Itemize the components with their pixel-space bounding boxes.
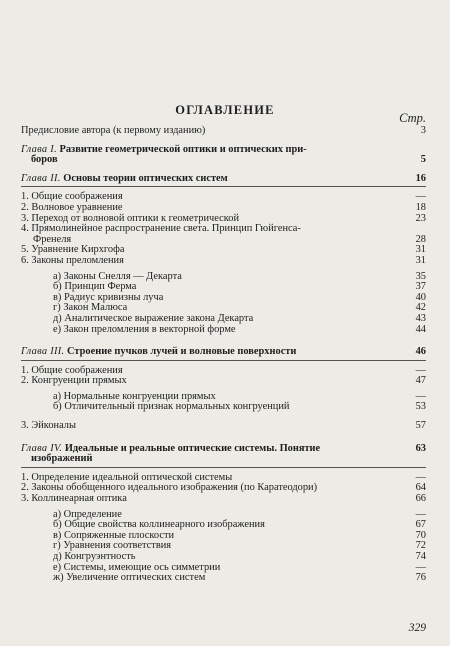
toc-entry-text: 1. Общие соображения <box>21 191 123 203</box>
toc-entry-page: 72 <box>415 540 426 552</box>
toc-entry-page: 31 <box>415 244 426 256</box>
toc-entry-page: 70 <box>415 529 426 541</box>
toc-section <box>21 421 426 432</box>
toc-entry-page: 63 <box>415 442 426 454</box>
toc-section <box>21 376 426 387</box>
toc-entry-page: 64 <box>415 482 426 494</box>
toc-entry-text: 2. Конгруенции прямых <box>21 375 127 387</box>
toc-entry-preface <box>21 126 426 137</box>
chapter-label: Глава I. <box>21 143 57 155</box>
toc-entry-page: — <box>415 191 426 203</box>
toc-entry-text: 2. Волновое уравнение <box>21 201 123 213</box>
toc-entry-page: 5 <box>420 154 426 166</box>
toc-entry-text: д) Аналитическое выражение закона Декарта <box>53 312 254 324</box>
toc-entry-text: а) Нормальные конгруенции прямых <box>53 390 216 402</box>
toc-entry-page: 66 <box>415 493 426 505</box>
toc-entry-page: 18 <box>415 201 426 213</box>
toc-entry-page: — <box>415 364 426 376</box>
section-divider <box>21 467 426 468</box>
toc-chapter-1 <box>21 145 426 166</box>
toc-entry-text: д) Конгруэнтность <box>53 551 136 562</box>
table-of-contents <box>21 126 426 584</box>
toc-entry-page: — <box>415 471 426 483</box>
page-number: 329 <box>408 622 426 634</box>
page-column-header: Стр. <box>399 111 426 125</box>
toc-entry-text: 3. Переход от волновой оптики к геометрической <box>21 212 240 224</box>
chapter-title-continued: изображений <box>31 453 93 465</box>
toc-entry-page: 67 <box>415 519 426 531</box>
chapter-title: Идеальные и реальные оптические системы. Понятие <box>64 442 321 454</box>
toc-chapter-3 <box>21 347 426 358</box>
toc-entry-page: — <box>415 508 426 520</box>
toc-entry-text: г) Закон Малюса <box>53 302 128 314</box>
toc-entry-text: а) Определение <box>53 508 122 520</box>
toc-entry-page: 16 <box>415 172 426 184</box>
toc-entry-text: 4. Прямолинейное распространение света. Принцип Гюйгенса- <box>21 223 301 235</box>
toc-entry-page: 44 <box>415 323 426 335</box>
toc-entry-page: 47 <box>415 375 426 387</box>
toc-entry-text: 6. Законы преломления <box>21 254 124 266</box>
toc-entry-text: 1. Общие соображения <box>21 364 123 376</box>
toc-entry-page: 57 <box>415 420 426 432</box>
toc-entry-page: — <box>415 390 426 402</box>
toc-entry-text: 5. Уравнение Кирхгофа <box>21 244 125 256</box>
toc-entry-page: 3 <box>420 125 426 136</box>
toc-entry-page: 74 <box>415 551 426 562</box>
chapter-title: Развитие геометрической оптики и оптических при- <box>59 143 307 155</box>
toc-entry-page: 23 <box>415 212 426 224</box>
toc-subsection <box>21 573 426 584</box>
toc-entry-text: 3. Эйконалы <box>21 420 76 432</box>
toc-entry-text: в) Сопряженные плоскости <box>53 529 175 541</box>
page-title: ОГЛАВЛЕНИЕ <box>175 103 275 117</box>
toc-entry-page: — <box>415 561 426 573</box>
toc-entry-page: 43 <box>415 312 426 324</box>
toc-entry-page: 28 <box>415 233 426 245</box>
toc-entry-page: 53 <box>415 401 426 413</box>
toc-entry-page: 31 <box>415 254 426 266</box>
section-divider <box>21 186 426 187</box>
chapter-label: Глава II. <box>21 172 61 184</box>
toc-entry-text: б) Отличительный признак нормальных конгруенций <box>53 401 290 413</box>
toc-entry-text-continued: Френеля <box>33 233 72 245</box>
toc-entry-text: в) Радиус кривизны луча <box>53 291 164 303</box>
toc-chapter-2 <box>21 174 426 185</box>
chapter-label: Глава III. <box>21 346 65 358</box>
toc-chapter-4 <box>21 444 426 465</box>
toc-entry-page: 35 <box>415 270 426 282</box>
toc-entry-page: 76 <box>415 572 426 584</box>
toc-entry-text: е) Системы, имеющие ось симметрии <box>53 561 221 573</box>
toc-entry-text: б) Общие свойства коллинеарного изображения <box>53 519 265 531</box>
toc-section <box>21 494 426 505</box>
section-divider <box>21 360 426 361</box>
toc-entry-page: 46 <box>415 346 426 358</box>
toc-section <box>21 256 426 267</box>
toc-entry-text: 3. Коллинеарная оптика <box>21 493 127 505</box>
toc-entry-page: 42 <box>415 302 426 314</box>
toc-entry-text: Предисловие автора (к первому изданию) <box>21 125 206 136</box>
chapter-title: Основы теории оптических систем <box>63 172 228 184</box>
toc-entry-text: б) Принцип Ферма <box>53 281 137 293</box>
toc-entry-text: 1. Определение идеальной оптической системы <box>21 471 233 483</box>
chapter-title-continued: боров <box>31 154 58 166</box>
toc-entry-text: е) Закон преломления в векторной форме <box>53 323 236 335</box>
toc-subsection <box>21 402 426 413</box>
toc-subsection <box>21 325 426 336</box>
toc-entry-text: 2. Законы обобщенного идеального изображения (по Каратеодори) <box>21 482 318 494</box>
toc-entry-page: 40 <box>415 291 426 303</box>
chapter-label: Глава IV. <box>21 442 63 454</box>
toc-entry-text: ж) Увеличение оптических систем <box>53 572 206 584</box>
toc-entry-text: а) Законы Снелля — Декарта <box>53 270 182 282</box>
toc-entry-page: 37 <box>415 281 426 293</box>
toc-entry-text: г) Уравнения соответствия <box>53 540 172 552</box>
toc-section <box>21 224 426 245</box>
chapter-title: Строение пучков лучей и волновые поверхности <box>67 346 297 358</box>
